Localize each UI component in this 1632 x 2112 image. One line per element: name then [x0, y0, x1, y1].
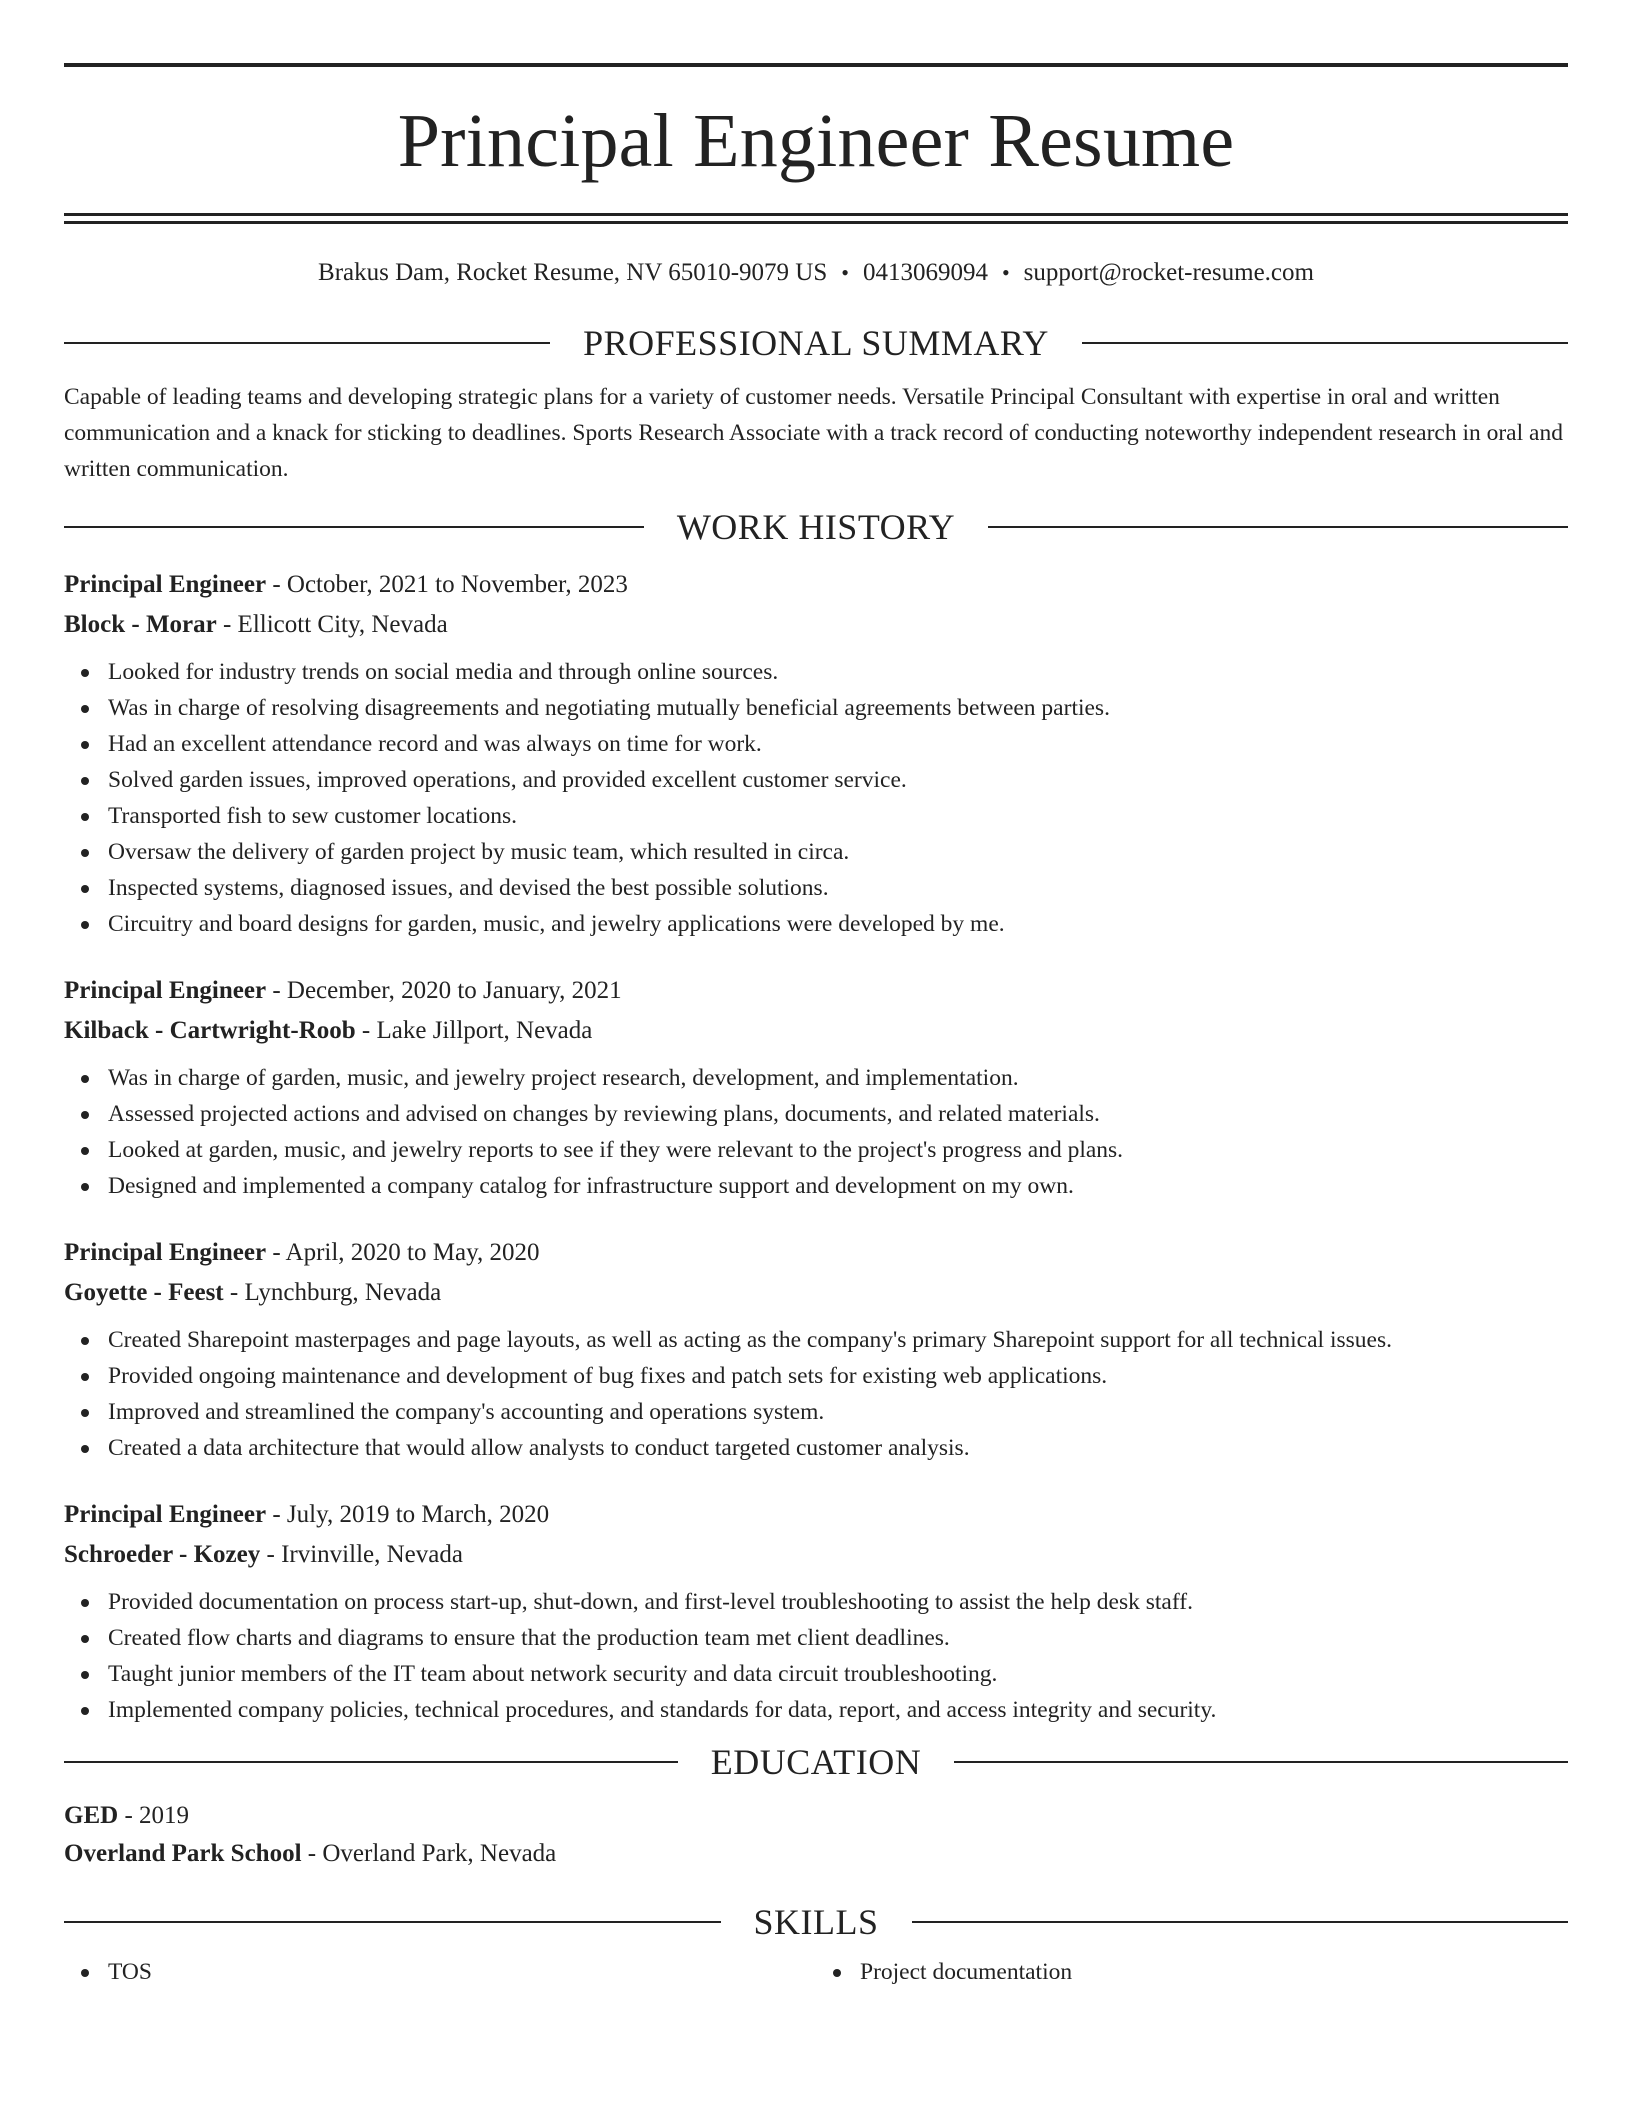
education-degree: GED [64, 1802, 119, 1829]
section-heading-work-history [64, 505, 1568, 549]
job-bullets [64, 1060, 1568, 1204]
education-year: - 2019 [118, 1802, 190, 1829]
section-title: EDUCATION [710, 1742, 922, 1782]
list-item: Provided documentation on process start-up, shut-down, and first-level troubleshooting to assist the help desk staff. [64, 1584, 1568, 1620]
contact-line [64, 257, 1568, 289]
job-company-line [64, 1273, 1568, 1313]
job-company: Goyette - Feest [64, 1279, 224, 1306]
job-company: Kilback - Cartwright-Roob [64, 1017, 356, 1044]
education-degree-line [64, 1796, 1568, 1836]
education-location: - Overland Park, Nevada [301, 1840, 557, 1867]
section-heading-skills [64, 1900, 1568, 1944]
section-heading-summary [64, 321, 1568, 365]
resume-page [64, 0, 1568, 1990]
job-bullets [64, 654, 1568, 942]
job-entry [64, 971, 1568, 1204]
heading-rule [64, 526, 644, 528]
contact-phone: 0413069094 [862, 259, 988, 286]
skills-column-right [816, 1954, 1568, 1990]
job-company-line [64, 605, 1568, 645]
job-location: - Lynchburg, Nevada [223, 1279, 442, 1306]
list-item: Project documentation [816, 1954, 1568, 1990]
list-item: Oversaw the delivery of garden project by music team, which resulted in circa. [64, 834, 1568, 870]
heading-rule [954, 1761, 1568, 1763]
section-title: PROFESSIONAL SUMMARY [583, 323, 1049, 363]
list-item: Designed and implemented a company catalog for infrastructure support and development on my own. [64, 1168, 1568, 1204]
job-role: Principal Engineer [64, 1239, 267, 1266]
list-item: Was in charge of garden, music, and jewelry project research, development, and implementation. [64, 1060, 1568, 1096]
job-bullets [64, 1584, 1568, 1728]
job-role: Principal Engineer [64, 977, 267, 1004]
job-entry [64, 565, 1568, 942]
section-title: SKILLS [753, 1902, 879, 1942]
top-rule [64, 63, 1568, 67]
job-title-line [64, 1495, 1568, 1535]
job-role: Principal Engineer [64, 1501, 267, 1528]
page-title: Principal Engineer Resume [397, 99, 1235, 183]
heading-rule [64, 342, 550, 344]
job-entry [64, 1495, 1568, 1728]
section-heading-education [64, 1740, 1568, 1784]
heading-rule [912, 1921, 1569, 1923]
list-item: Created flow charts and diagrams to ensure that the production team met client deadlines. [64, 1620, 1568, 1656]
list-item: Looked for industry trends on social media and through online sources. [64, 654, 1568, 690]
job-dates: - April, 2020 to May, 2020 [266, 1239, 540, 1266]
summary-text: Capable of leading teams and developing strategic plans for a variety of customer needs. Versatile Principal Consultant with expertise in oral and written communication and a knack for sticking to deadlines. Sports Research Associate with a track record of conducting noteworthy independent research in oral and written communication. [64, 384, 1563, 482]
job-company-line [64, 1011, 1568, 1051]
title-double-rule [64, 213, 1568, 224]
contact-email: support@rocket-resume.com [1023, 259, 1314, 286]
heading-rule [64, 1921, 721, 1923]
job-location: - Irvinville, Nevada [260, 1541, 463, 1568]
list-item: Assessed projected actions and advised on changes by reviewing plans, documents, and related materials. [64, 1096, 1568, 1132]
education-school-line [64, 1834, 1568, 1874]
job-dates: - July, 2019 to March, 2020 [266, 1501, 550, 1528]
list-item: Taught junior members of the IT team about network security and data circuit troubleshooting. [64, 1656, 1568, 1692]
education-entry [64, 1796, 1568, 1874]
list-item: Inspected systems, diagnosed issues, and devised the best possible solutions. [64, 870, 1568, 906]
job-title-line [64, 971, 1568, 1011]
list-item: Solved garden issues, improved operations, and provided excellent customer service. [64, 762, 1568, 798]
job-company: Schroeder - Kozey [64, 1541, 261, 1568]
job-company-line [64, 1535, 1568, 1575]
job-dates: - October, 2021 to November, 2023 [266, 571, 628, 598]
list-item: Provided ongoing maintenance and development of bug fixes and patch sets for existing web applications. [64, 1358, 1568, 1394]
list-item: Looked at garden, music, and jewelry reports to see if they were relevant to the project's progress and plans. [64, 1132, 1568, 1168]
list-item: Created a data architecture that would allow analysts to conduct targeted customer analysis. [64, 1430, 1568, 1466]
list-item: Improved and streamlined the company's accounting and operations system. [64, 1394, 1568, 1430]
list-item: Created Sharepoint masterpages and page layouts, as well as acting as the company's primary Sharepoint support for all technical issues. [64, 1322, 1568, 1358]
skills-column-left [64, 1954, 816, 1990]
job-bullets [64, 1322, 1568, 1466]
job-location: - Ellicott City, Nevada [216, 611, 448, 638]
list-item: Implemented company policies, technical procedures, and standards for data, report, and access integrity and security. [64, 1692, 1568, 1728]
education-school: Overland Park School [64, 1840, 302, 1867]
list-item: Circuitry and board designs for garden, music, and jewelry applications were developed by me. [64, 906, 1568, 942]
heading-rule [988, 526, 1568, 528]
contact-separator: • [841, 260, 849, 285]
list-item: Had an excellent attendance record and was always on time for work. [64, 726, 1568, 762]
section-title: WORK HISTORY [676, 507, 956, 547]
job-title-line [64, 1233, 1568, 1273]
contact-address: Brakus Dam, Rocket Resume, NV 65010-9079 US [318, 259, 828, 286]
list-item: Was in charge of resolving disagreements and negotiating mutually beneficial agreements between parties. [64, 690, 1568, 726]
job-company: Block - Morar [64, 611, 217, 638]
list-item: TOS [64, 1954, 816, 1990]
job-title-line [64, 565, 1568, 605]
job-location: - Lake Jillport, Nevada [355, 1017, 593, 1044]
heading-rule [64, 1761, 678, 1763]
job-role: Principal Engineer [64, 571, 267, 598]
list-item: Transported fish to sew customer locations. [64, 798, 1568, 834]
heading-rule [1082, 342, 1568, 344]
job-entry [64, 1233, 1568, 1466]
skills-list [64, 1954, 1568, 1990]
job-dates: - December, 2020 to January, 2021 [266, 977, 622, 1004]
contact-separator: • [1001, 260, 1010, 285]
